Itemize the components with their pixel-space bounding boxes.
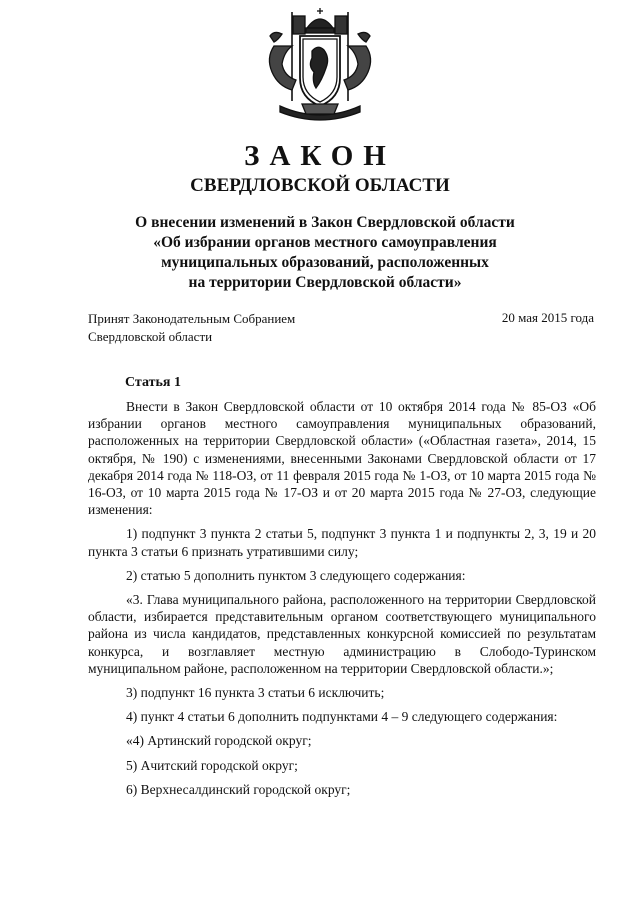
paragraph: 1) подпункт 3 пункта 2 статьи 5, подпункт 3 пункта 1 и подпункты 2, 3, 19 и 20 пункта 3 статьи 6 признать утратившими силу;: [88, 526, 596, 559]
adoption-line: Принят Законодательным Собранием: [88, 311, 296, 326]
paragraph: Внести в Закон Свердловской области от 10 октября 2014 года № 85-ОЗ «Об избрании органов местного самоуправления муниципальных образований, расположенных на территории Свердловской области» («Областная газета», 2014, 15 октября, № 190) с изменениями, внесенными Законами Свердловской области от 17 декабря 2014 года № 118-ОЗ, от 11 февраля 2015 года № 1-ОЗ, от 10 марта 2015 года № 16-ОЗ, от 10 марта 2015 года № 17-ОЗ и от 20 марта 2015 года № 27-ОЗ, следующие изменения:: [88, 399, 596, 518]
paragraph: «4) Артинский городской округ;: [126, 733, 312, 749]
document-title: ЗАКОН: [244, 140, 396, 172]
adoption-line: Свердловской области: [88, 329, 213, 344]
adoption-date: 20 мая 2015 года: [501, 310, 594, 325]
coat-of-arms-icon: [262, 6, 378, 126]
paragraph: 2) статью 5 дополнить пунктом 3 следующего содержания:: [126, 567, 466, 583]
paragraph: 4) пункт 4 статьи 6 дополнить подпунктами 4 – 9 следующего содержания:: [126, 709, 558, 725]
paragraph: 3) подпункт 16 пункта 3 статьи 6 исключить;: [126, 685, 385, 701]
law-name: [80, 213, 570, 293]
law-name-line: О внесении изменений в Закон Свердловской области: [135, 214, 515, 231]
document-subtitle: СВЕРДЛОВСКОЙ ОБЛАСТИ: [190, 175, 450, 196]
law-name-line: на территории Свердловской области»: [188, 274, 462, 291]
law-name-line: «Об избрании органов местного самоуправления: [153, 234, 497, 251]
article-heading: Статья 1: [125, 375, 181, 390]
paragraph: 6) Верхнесалдинский городской округ;: [126, 781, 351, 797]
law-name-line: муниципальных образований, расположенных: [161, 254, 489, 271]
paragraph: 5) Ачитский городской округ;: [126, 757, 298, 773]
adoption-body: [88, 310, 295, 346]
article-body: [88, 398, 596, 805]
paragraph: «3. Глава муниципального района, расположенного на территории Свердловской области, избирается представительным органом соответствующего муниципального района из числа кандидатов, представленных конкурсной комиссией по результатам конкурса, и возглавляет местную администрацию в Слободо-Туринском муниципальном районе, расположенном на территории Свердловской области.»;: [88, 592, 596, 676]
